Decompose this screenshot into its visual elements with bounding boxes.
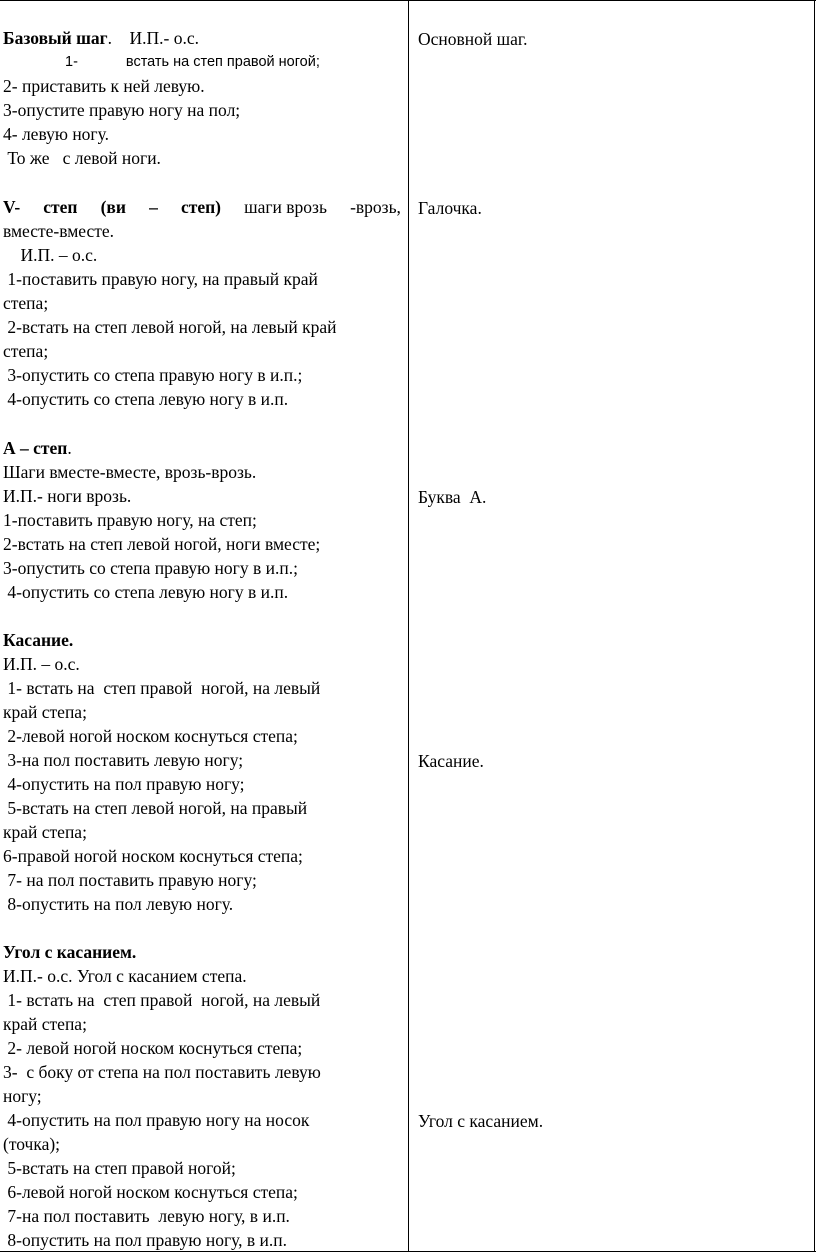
step-line: 3- с боку от степа на пол поставить левую [3,1062,321,1082]
step-line: 3-опустить со степа правую ногу в и.п.; [3,365,303,385]
start-position: И.П.- ноги врозь. [3,486,132,506]
step-line: 1- встать на степ правой ногой; [65,54,320,70]
exercise-name-corner-touch: Угол с касанием. [418,1111,544,1131]
section-title: А – степ [3,438,68,458]
step-line: (точка); [3,1134,61,1154]
step-line: 7-на пол поставить левую ногу, в и.п. [3,1206,290,1226]
step-line: 2-встать на степ левой ногой, ноги вместе; [3,534,321,554]
exercise-name-touch: Касание. [418,751,484,771]
exercise-name-basic-step: Основной шаг. [418,29,528,49]
start-position: И.П. – о.с. [3,245,98,265]
step-line: 3-опустить со степа правую ногу в и.п.; [3,558,298,578]
section-title: Касание. [3,630,74,650]
step-line: 2- приставить к ней левую. [3,76,205,96]
step-line: 6-правой ногой носком коснуться степа; [3,846,303,866]
step-line: степа; [3,293,49,313]
step-line: То же с левой ноги. [3,148,161,168]
step-line: 5-встать на степ правой ногой; [3,1158,236,1178]
step-line: 4-опустить на пол правую ногу на носок [3,1110,310,1130]
step-line: 8-опустить на пол левую ногу. [3,894,234,914]
section-touch-header [3,628,73,652]
step-line: 2- левой ногой носком коснуться степа; [3,1038,303,1058]
step-line: край степа; [3,1014,87,1034]
table-right-border [814,0,815,1252]
step-line: 1-поставить правую ногу, на правый край [3,269,318,289]
exercise-name-a-step: Буква А. [418,487,487,507]
step-line: 2-встать на степ левой ногой, на левый край [3,317,337,337]
section-a-step-header: А – степ. [3,438,72,458]
section-title: Угол с касанием. [3,942,137,962]
start-position: И.П.- о.с. Угол с касанием степа. [3,966,247,986]
section-basic-step-header: Базовый шаг. И.П.- о.с. [3,28,199,48]
step-line: вместе-вместе. [3,221,115,241]
section-title: Базовый шаг [3,28,108,48]
step-line: Шаги вместе-вместе, врозь-врозь. [3,462,257,482]
step-line: 1-поставить правую ногу, на степ; [3,510,257,530]
step-line: ногу; [3,1086,42,1106]
step-line: 4-опустить со степа левую ногу в и.п. [3,582,289,602]
step-line: 3-опустите правую ногу на пол; [3,100,241,120]
start-position: И.П. – о.с. [3,654,80,674]
exercise-name-v-step: Галочка. [418,198,482,218]
step-line: край степа; [3,702,87,722]
step-line: 8-опустить на пол правую ногу, в и.п. [3,1230,288,1250]
step-line: 3-на пол поставить левую ногу; [3,750,244,770]
step-line: 1- встать на степ правой ногой, на левый [3,990,321,1010]
step-line: 5-встать на степ левой ногой, на правый [3,798,308,818]
section-v-step-header: V- степ (ви – степ) шаги врозь -врозь, [3,197,401,217]
section-corner-touch-header [3,940,136,964]
step-line: 4- левую ногу. [3,124,109,144]
step-line: 4-опустить со степа левую ногу в и.п. [3,389,289,409]
step-line: 7- на пол поставить правую ногу; [3,870,257,890]
step-line: 2-левой ногой носком коснуться степа; [3,726,298,746]
table-column-divider [408,0,409,1252]
step-line: край степа; [3,822,87,842]
start-position: И.П.- о.с. [129,28,199,48]
step-line: степа; [3,341,49,361]
step-line: 1- встать на степ правой ногой, на левый [3,678,321,698]
step-line: 4-опустить на пол правую ногу; [3,774,245,794]
step-line: 6-левой ногой носком коснуться степа; [3,1182,298,1202]
